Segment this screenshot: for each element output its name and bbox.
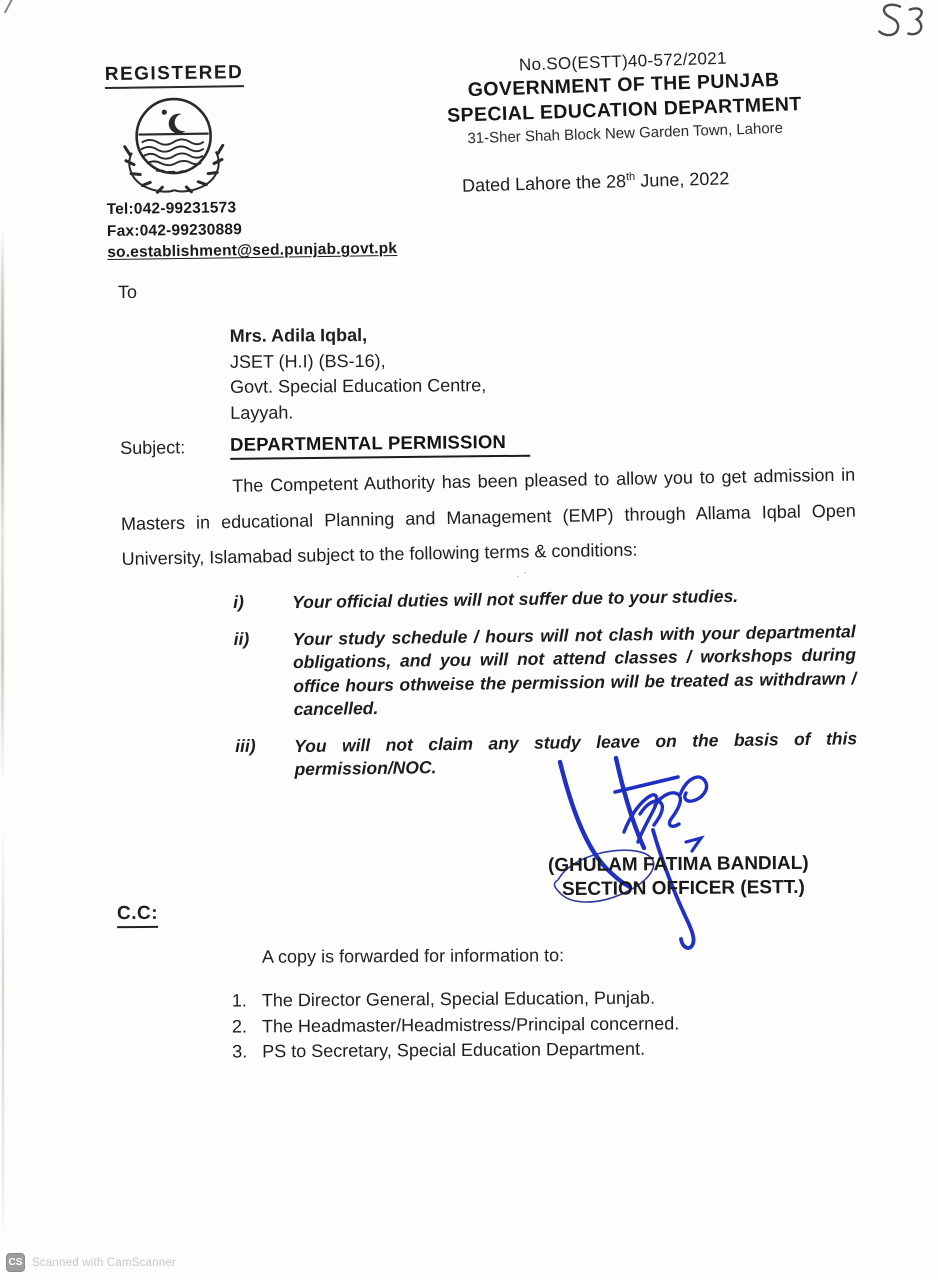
condition-text: Your official duties will not suffer due to your studies. bbox=[292, 585, 739, 613]
cc-item-number: 2. bbox=[231, 1015, 248, 1037]
scan-smudge: .· bbox=[515, 565, 532, 581]
office-address: 31-Sher Shah Block New Garden Town, Lahore bbox=[467, 119, 784, 148]
contact-block bbox=[107, 195, 398, 264]
recipient-institution: Govt. Special Education Centre, bbox=[230, 375, 487, 397]
cc-list bbox=[232, 985, 680, 1065]
scan-corner-mark bbox=[4, 0, 14, 13]
cc-item-text: The Director General, Special Education, Punjab. bbox=[261, 987, 656, 1011]
reference-number: No.SO(ESTT)40-572/2021 bbox=[518, 48, 728, 75]
condition-item bbox=[234, 620, 857, 723]
recipient-city: Layyah. bbox=[230, 401, 294, 423]
recipient-name: Mrs. Adila Iqbal, bbox=[229, 324, 368, 346]
cc-label: C.C: bbox=[117, 903, 158, 928]
scan-edge-crease bbox=[2, 820, 4, 1240]
condition-text: Your study schedule / hours will not clash with your departmental obligations, and you will not attend classes / workshops during office hours othweise the permission will be treated as withdrawn / cancelled. bbox=[292, 620, 857, 720]
camscanner-watermark bbox=[6, 1253, 176, 1272]
to-label: To bbox=[117, 281, 138, 303]
email-line: so.establishment@sed.punjab.govt.pk bbox=[107, 239, 398, 262]
condition-text: You will not claim any study leave on the basis of this permission/NOC. bbox=[294, 727, 858, 780]
scan-edge-crease bbox=[1, 225, 4, 785]
handwritten-page-number bbox=[872, 0, 935, 54]
subject-title: DEPARTMENTAL PERMISSION bbox=[230, 431, 530, 460]
subject-label: Subject: bbox=[120, 437, 186, 458]
recipient-designation: JSET (H.I) (BS-16), bbox=[229, 350, 386, 372]
tel-line: Tel:042-99231573 bbox=[106, 199, 237, 219]
condition-item bbox=[233, 583, 855, 615]
recipient-address bbox=[230, 322, 487, 426]
registered-label: REGISTERED bbox=[105, 62, 244, 89]
body-paragraph: The Competent Authority has been pleased to allow you to get admission in Masters in educational Planning and Management (EMP) through Allama Iqbal Open University, Islamabad subject to the following terms & conditions: bbox=[120, 464, 857, 569]
camscanner-badge-icon: CS bbox=[6, 1253, 25, 1272]
cc-item-text: The Headmaster/Headmistress/Principal concerned. bbox=[261, 1012, 680, 1036]
date-line bbox=[462, 168, 730, 196]
cc-item bbox=[232, 1011, 679, 1040]
date-prefix: Dated Lahore the 28 bbox=[461, 171, 627, 196]
cc-item-number: 1. bbox=[231, 990, 247, 1011]
signatory-title: SECTION OFFICER (ESTT.) bbox=[561, 876, 805, 901]
handwritten-53-strokes bbox=[872, 0, 934, 49]
government-line: GOVERNMENT OF THE PUNJAB bbox=[467, 68, 780, 102]
condition-number: ii) bbox=[233, 628, 250, 649]
cc-intro: A copy is forwarded for information to: bbox=[261, 945, 565, 967]
fax-line: Fax:042-99230889 bbox=[106, 220, 243, 240]
condition-number: iii) bbox=[235, 735, 256, 756]
department-line: SPECIAL EDUCATION DEPARTMENT bbox=[446, 93, 803, 127]
date-suffix: June, 2022 bbox=[635, 168, 730, 191]
cc-item-text: PS to Secretary, Special Education Department. bbox=[262, 1038, 646, 1062]
cc-item-number: 3. bbox=[232, 1041, 248, 1062]
signature-block bbox=[520, 750, 860, 960]
letterhead-right bbox=[423, 45, 826, 148]
signatory-name: (GHULAM FATIMA BANDIAL) bbox=[547, 852, 809, 877]
cc-item bbox=[232, 1036, 679, 1065]
condition-number: i) bbox=[233, 591, 244, 612]
letterhead-left bbox=[105, 60, 398, 264]
date-ordinal: th bbox=[625, 170, 636, 184]
punjab-crest-logo bbox=[107, 93, 240, 195]
camscanner-text: Scanned with CamScanner bbox=[32, 1256, 176, 1269]
cc-item bbox=[232, 985, 679, 1014]
